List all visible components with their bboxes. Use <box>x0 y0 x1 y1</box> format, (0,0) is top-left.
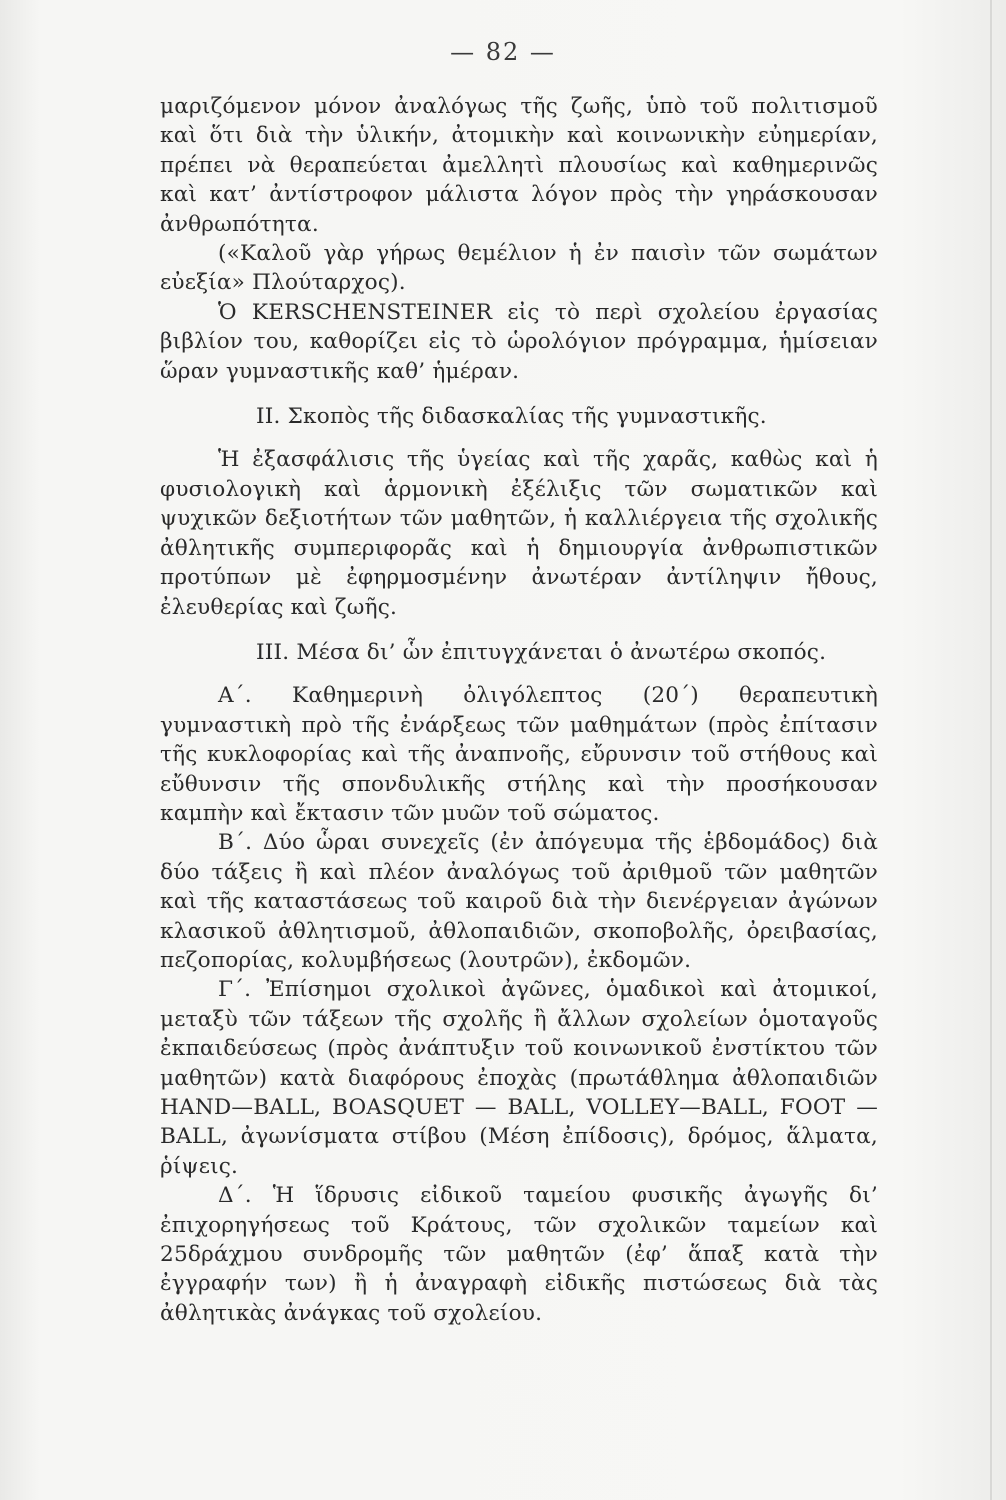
paragraph-item-c: Γ΄. Ἐπίσημοι σχολικοὶ ἀγῶνες, ὁμαδικοὶ καὶ ἀτομικοί, μεταξὺ τῶν τάξεων τῆς σχολῆς ἢ ἄλλων σχολείων ὁμοταγοῦς ἐκπαιδεύσεως (πρὸς ἀνάπτυξιν τοῦ κοινωνικοῦ ἐνστίκτου τῶν μαθητῶν) κατὰ διαφόρους ἐποχὰς (πρωτάθλημα ἀθλοπαιδιῶν HAND—BALL, BOASQUET — BALL, VOLLEY—BALL, FOOT — BALL, ἀγωνίσματα στίβου (Μέση ἐπίδοσις), δρόμος, ἅλματα, ῥίψεις. <box>160 977 878 1179</box>
body-text <box>160 92 878 1328</box>
paragraph-continuation: μαριζόμενον μόνον ἀναλόγως τῆς ζωῆς, ὑπὸ τοῦ πολιτισμοῦ καὶ ὅτι διὰ τὴν ὑλικήν, ἀτομικὴν καὶ κοινωνικὴν εὐημερίαν, πρέπει νὰ θεραπεύεται ἀμελλητὶ πλουσίως καὶ καθημερινῶς καὶ κατ’ ἀντίστροφον μάλιστα λόγον πρὸς τὴν γηράσκουσαν ἀνθρωπότητα. <box>160 94 878 237</box>
paragraph-item-d: Δ΄. Ἡ ἵδρυσις εἰδικοῦ ταμείου φυσικῆς ἀγωγῆς δι’ ἐπιχορηγήσεως τοῦ Κράτους, τῶν σχολικῶν ταμείων καὶ 25δράχμου συνδρομῆς τῶν μαθητῶν (ἐφ’ ἅπαξ κατὰ τὴν ἐγγραφήν των) ἢ ἡ ἀναγραφὴ εἰδικῆς πιστώσεως διὰ τὰς ἀθλητικὰς ἀνάγκας τοῦ σχολείου. <box>160 1183 878 1326</box>
section-heading-ii: II. Σκοπὸς τῆς διδασκαλίας τῆς γυμναστικῆς. <box>256 404 767 430</box>
section-heading-iii: III. Μέσα δι’ ὧν ἐπιτυγχάνεται ὁ ἀνωτέρω σκοπός. <box>256 639 827 665</box>
paragraph-quote-plutarch: («Καλοῦ γὰρ γήρως θεμέλιον ἡ ἐν παισὶν τῶν σωμάτων εὐεξία» Πλούταρχος). <box>160 241 878 296</box>
paragraph-item-a: Α΄. Καθημερινὴ ὀλιγόλεπτος (20΄) θεραπευτικὴ γυμναστικὴ πρὸ τῆς ἐνάρξεως τῶν μαθημάτων (πρὸς ἐπίτασιν τῆς κυκλοφορίας καὶ τῆς ἀναπνοῆς, εὔρυνσιν τοῦ στήθους καὶ εὔθυνσιν τῆς σπονδυλικῆς στήλης καὶ τὴν προσήκουσαν καμπὴν καὶ ἔκτασιν τῶν μυῶν τοῦ σώματος. <box>160 683 878 826</box>
page-number: — 82 — <box>450 38 556 66</box>
paragraph-kerschensteiner: Ὁ KERSCHENSTEINER εἰς τὸ περὶ σχολείου ἐργασίας βιβλίον του, καθορίζει εἰς τὸ ὡρολόγιον πρόγραμμα, ἡμίσειαν ὥραν γυμναστικῆς καθ’ ἡμέραν. <box>160 299 878 384</box>
paragraph-item-b: Β΄. Δύο ὧραι συνεχεῖς (ἐν ἀπόγευμα τῆς ἑβδομάδος) διὰ δύο τάξεις ἢ καὶ πλέον ἀναλόγως τοῦ ἀριθμοῦ τῶν μαθητῶν καὶ τῆς καταστάσεως τοῦ καιροῦ διὰ τὴν διενέργειαν ἀγώνων κλασικοῦ ἀθλητισμοῦ, ἀθλοπαιδιῶν, σκοποβολῆς, ὀρειβασίας, πεζοπορίας, κολυμβήσεως (λουτρῶν), ἐκδομῶν. <box>160 830 878 973</box>
paragraph-aim: Ἡ ἐξασφάλισις τῆς ὑγείας καὶ τῆς χαρᾶς, καθὼς καὶ ἡ φυσιολογικὴ καὶ ἁρμονικὴ ἐξέλιξις τῶν σωματικῶν καὶ ψυχικῶν δεξιοτήτων τῶν μαθητῶν, ἡ καλλιέργεια τῆς σχολικῆς ἀθλητικῆς συμπεριφορᾶς καὶ ἡ δημιουργία ἀνθρωπιστικῶν προτύπων μὲ ἐφηρμοσμένην ἀνωτέραν ἀντίληψιν ἤθους, ἐλευθερίας καὶ ζωῆς. <box>160 447 878 620</box>
page-edge-shadow <box>990 0 992 1500</box>
